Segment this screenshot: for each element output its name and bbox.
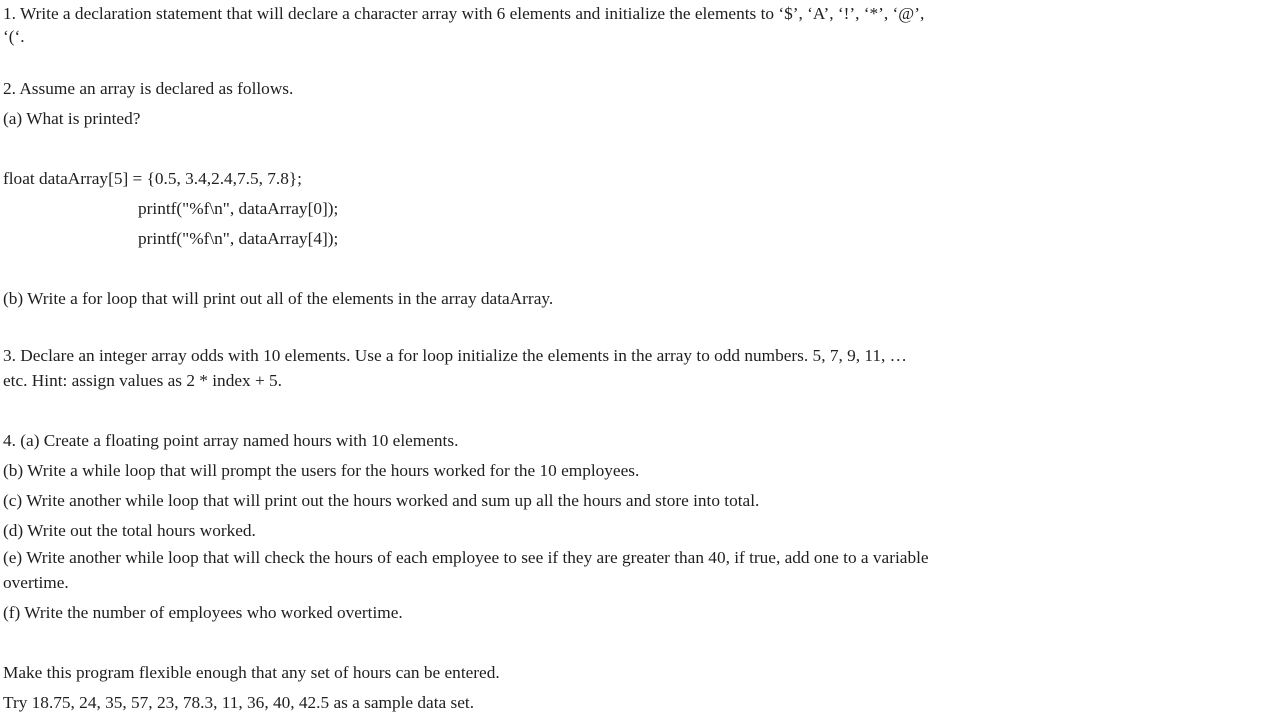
question-4-part-f: (f) Write the number of employees who worked overtime. [3,603,403,622]
question-1-line-2: ‘(‘. [3,27,25,46]
question-1-line-1: 1. Write a declaration statement that will declare a character array with 6 elements and initialize the elements to ‘$’, ‘A’, ‘!’, ‘*’, ‘@’, [3,4,925,23]
closing-sample-data: Try 18.75, 24, 35, 57, 23, 78.3, 11, 36, 40, 42.5 as a sample data set. [3,693,475,712]
question-4-part-a: 4. (a) Create a floating point array named hours with 10 elements. [3,431,459,450]
question-4-part-d: (d) Write out the total hours worked. [3,521,256,540]
closing-flexible-note: Make this program flexible enough that any set of hours can be entered. [3,663,500,682]
question-2-part-a: (a) What is printed? [3,109,141,128]
question-2-intro: 2. Assume an array is declared as follows. [3,79,294,98]
question-2-part-b: (b) Write a for loop that will print out all of the elements in the array dataArray. [3,289,554,308]
question-4-part-c: (c) Write another while loop that will print out the hours worked and sum up all the hours and store into total. [3,491,760,510]
question-4-part-b: (b) Write a while loop that will prompt the users for the hours worked for the 10 employees. [3,461,640,480]
question-3-line-2: etc. Hint: assign values as 2 * index + 5. [3,371,282,390]
question-4-part-e-line-1: (e) Write another while loop that will check the hours of each employee to see if they are greater than 40, if true, add one to a variable [3,548,929,567]
code-declaration: float dataArray[5] = {0.5, 3.4,2.4,7.5, 7.8}; [3,169,302,188]
question-4-part-e-line-2: overtime. [3,573,69,592]
code-printf-last: printf("%f\n", dataArray[4]); [138,229,339,248]
question-3-line-1: 3. Declare an integer array odds with 10 elements. Use a for loop initialize the elements in the array to odd numbers. 5, 7, 9, 11, … [3,346,907,365]
code-printf-first: printf("%f\n", dataArray[0]); [138,199,339,218]
